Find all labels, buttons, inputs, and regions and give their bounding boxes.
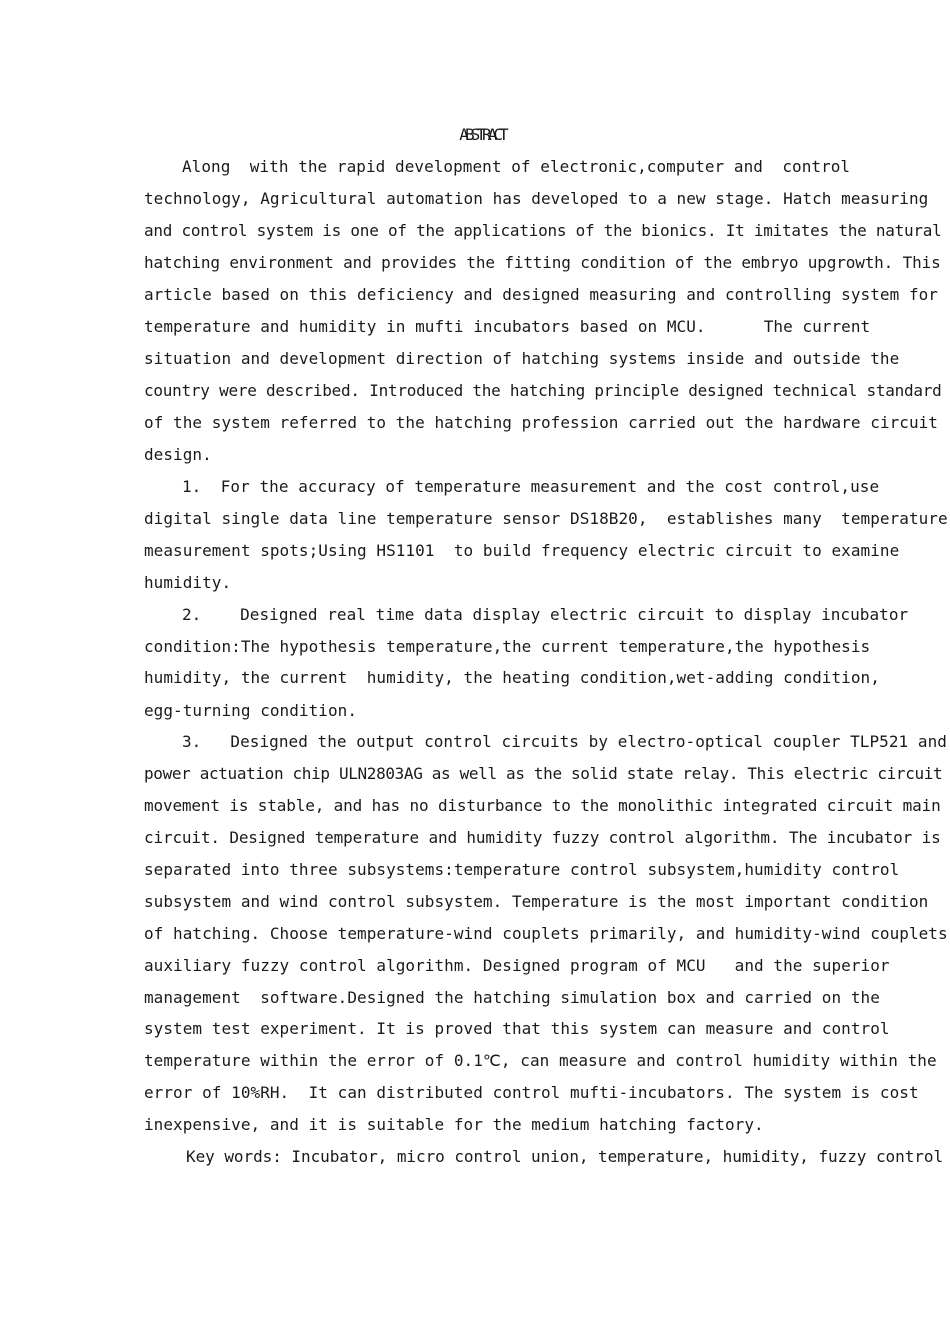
paragraph-line: of the system referred to the hatching profession carried out the hardware circuit [144,413,938,432]
list-item-line: subsystem and wind control subsystem. Temperature is the most important condition [144,892,929,911]
list-item-line: condition:The hypothesis temperature,the current temperature,the hypothesis [144,637,871,656]
list-item-line: humidity, the current humidity, the heating condition,wet-adding condition, [144,668,880,687]
paragraph-line: Along with the rapid development of electronic,computer and control [182,157,851,176]
list-item-line: 3. Designed the output control circuits by electro-optical coupler TLP521 and [182,732,947,751]
paragraph-line: and control system is one of the applications of the bionics. It imitates the natural [144,221,942,240]
list-item-line: of hatching. Choose temperature-wind couplets primarily, and humidity-wind couplets [144,924,948,943]
paragraph-line: country were described. Introduced the hatching principle designed technical standard [144,381,942,400]
list-item-line: egg-turning condition. [144,701,358,720]
list-item-line: system test experiment. It is proved that this system can measure and control [144,1019,890,1038]
paragraph-line: technology, Agricultural automation has developed to a new stage. Hatch measuring [144,189,929,208]
paragraph-line: article based on this deficiency and designed measuring and controlling system for [144,285,938,304]
list-item-line: digital single data line temperature sensor DS18B20, establishes many temperature [144,509,948,528]
list-item-line: error of 10%RH. It can distributed control mufti-incubators. The system is cost [144,1083,919,1102]
abstract-title: ABSTRACT [459,125,505,144]
list-item-line: separated into three subsystems:temperature control subsystem,humidity control [144,860,900,879]
paragraph-line: temperature and humidity in mufti incubators based on MCU. The current [144,317,871,336]
list-item-line: inexpensive, and it is suitable for the medium hatching factory. [144,1115,764,1134]
list-item-line: power actuation chip ULN2803AG as well as the solid state relay. This electric circuit [144,764,943,783]
list-item-line: measurement spots;Using HS1101 to build frequency electric circuit to examine [144,541,900,560]
list-item-line: 2. Designed real time data display electric circuit to display incubator [182,605,909,624]
list-item-line: circuit. Designed temperature and humidity fuzzy control algorithm. The incubator is [144,828,941,847]
list-item-line: temperature within the error of 0.1℃, can measure and control humidity within the [144,1051,937,1070]
keywords-line: Key words: Incubator, micro control union, temperature, humidity, fuzzy control [186,1147,944,1166]
paragraph-line: design. [144,445,212,464]
paragraph-line: situation and development direction of hatching systems inside and outside the [144,349,900,368]
list-item-line: movement is stable, and has no disturbance to the monolithic integrated circuit main [144,796,941,815]
list-item-line: management software.Designed the hatching simulation box and carried on the [144,988,880,1007]
list-item-line: auxiliary fuzzy control algorithm. Designed program of MCU and the superior [144,956,890,975]
list-item-line: humidity. [144,573,232,592]
paragraph-line: hatching environment and provides the fitting condition of the embryo upgrowth. This [144,253,941,272]
list-item-line: 1. For the accuracy of temperature measurement and the cost control,use [182,477,880,496]
